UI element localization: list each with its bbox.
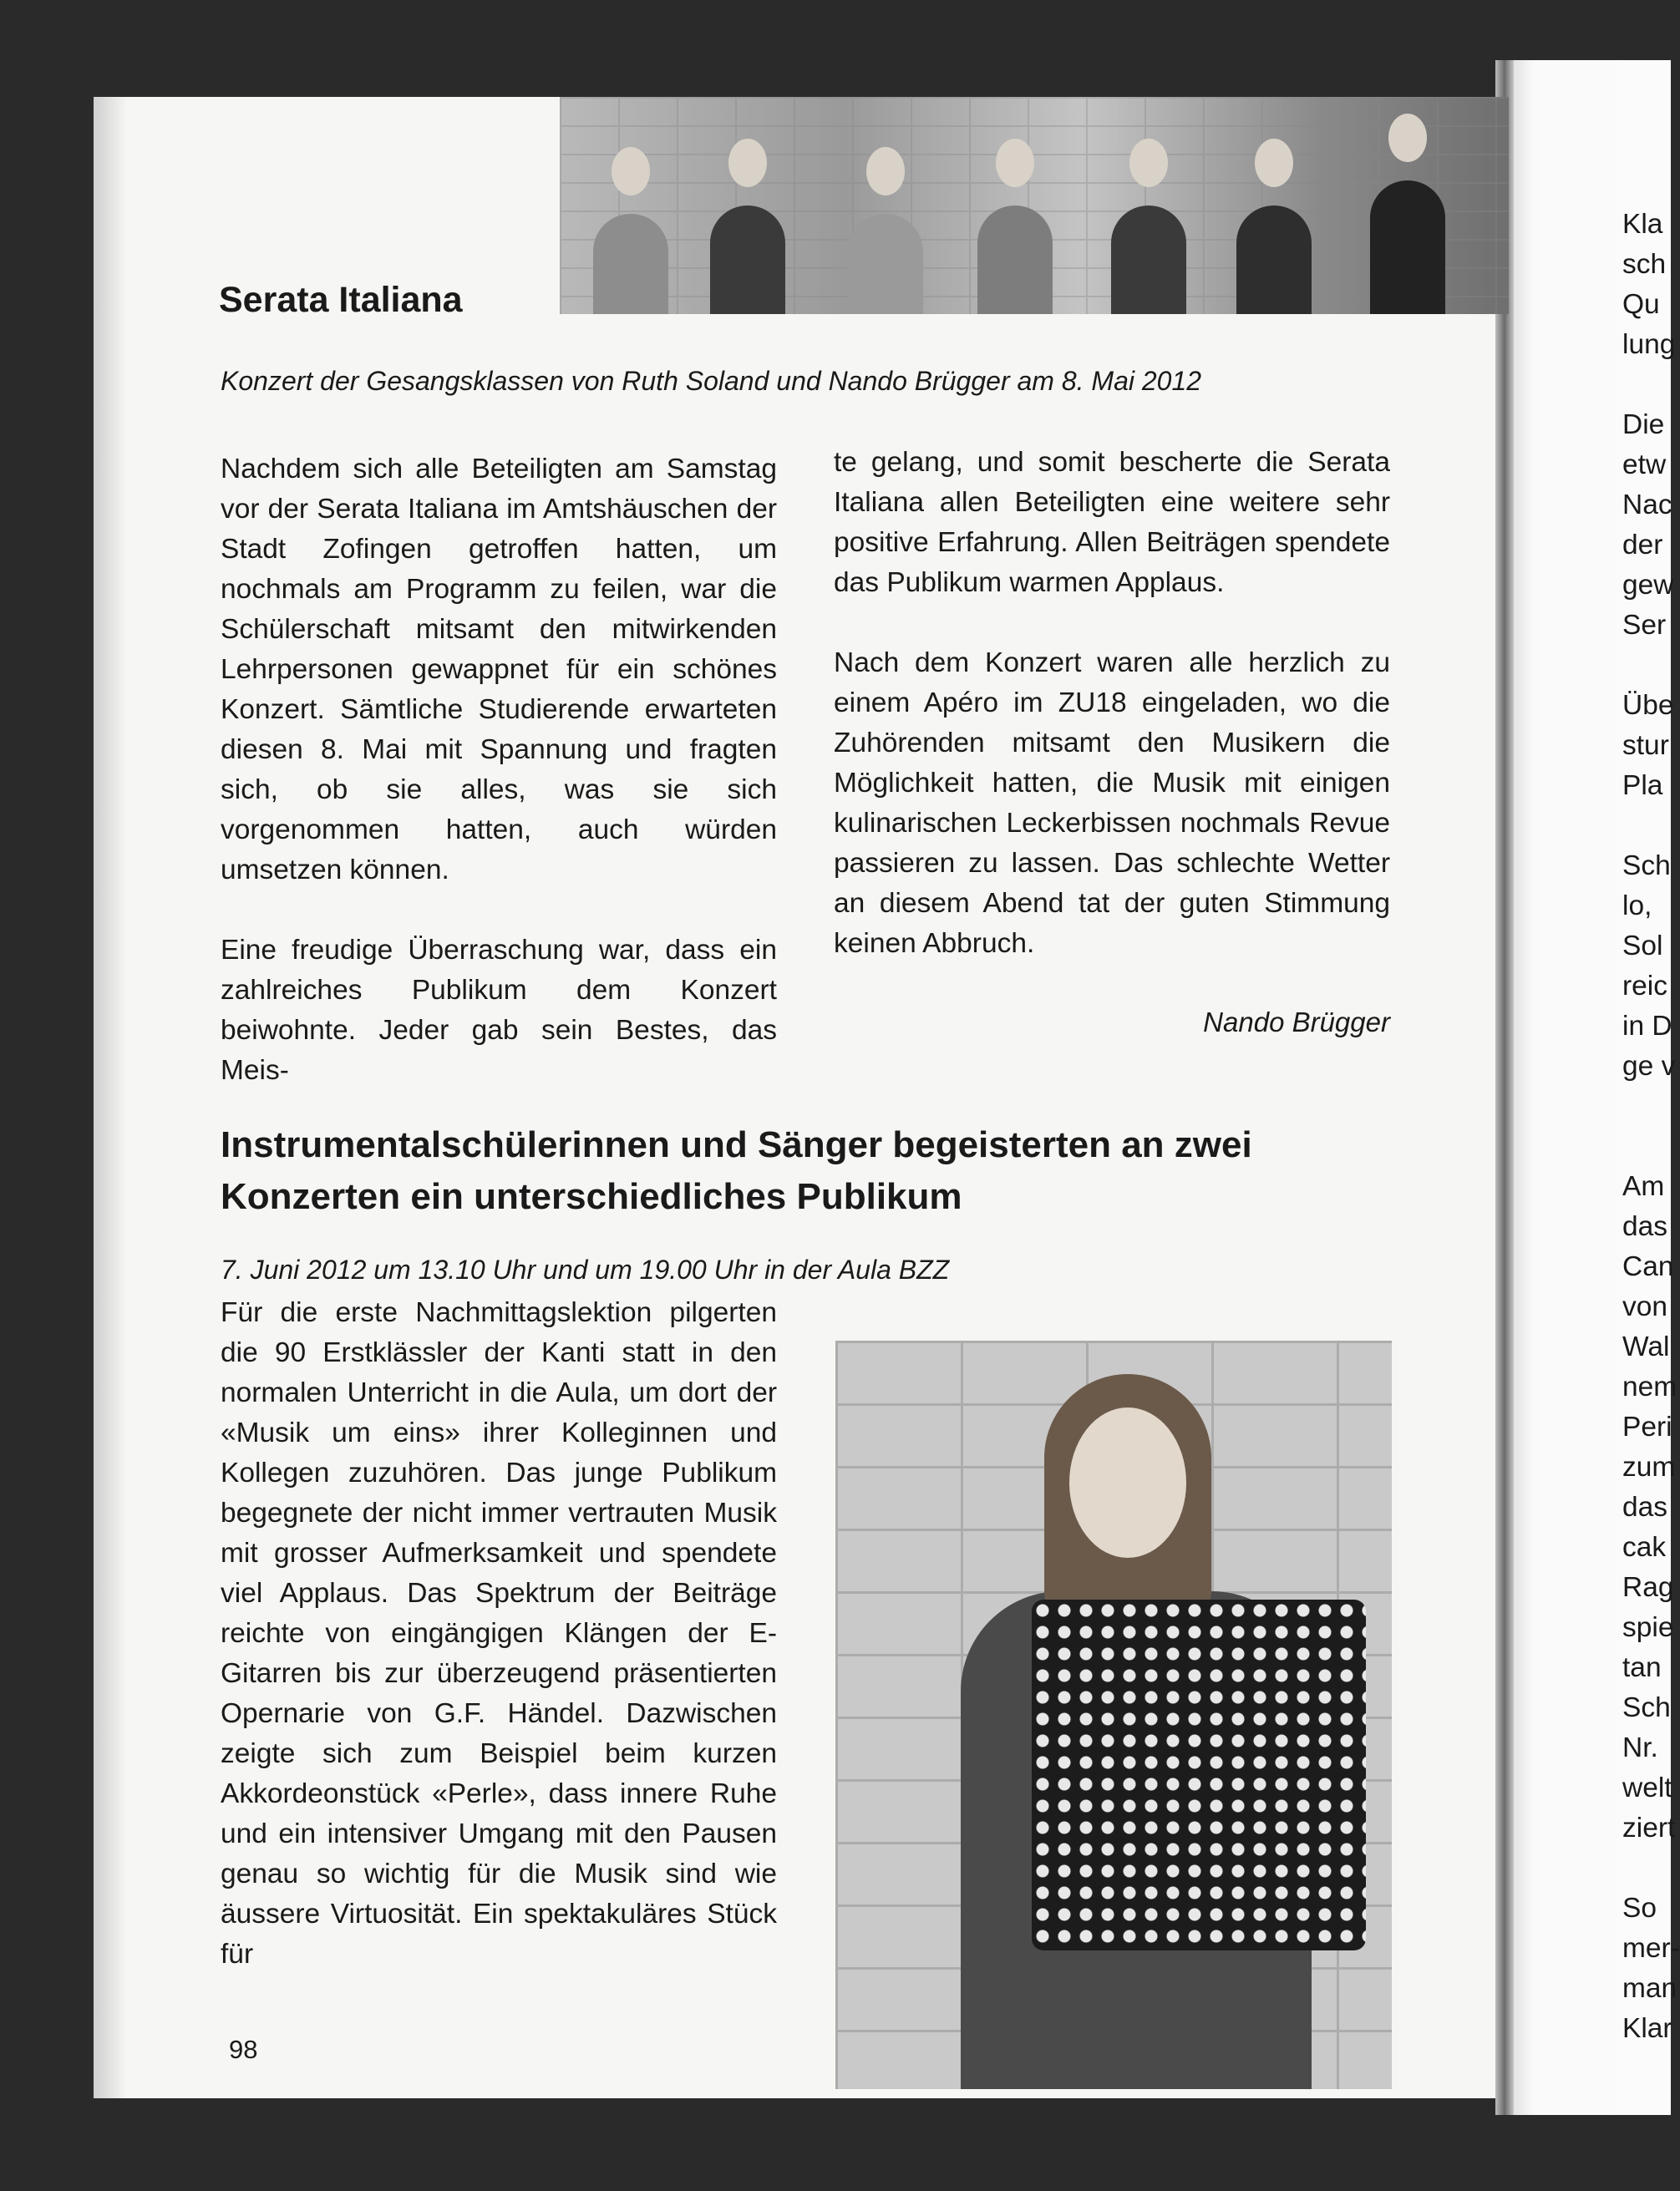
paragraph: Nachdem sich alle Beteiligten am Samstag vor der Serata Italiana im Amtshäuschen der Stadt Zofingen getroffen hatten, um nochmals am Programm zu feilen, war die Schülerschaft mitsamt den mitwirkenden Lehrpersonen gewappnet für ein schönes Konzert. Sämtliche Studierende erwarteten diesen 8. Mai mit Spannung und fragten sich, ob sie alles, was sie sich vorgenommen hatten, auch würden umsetzen können.: [221, 454, 777, 885]
right-page-line: etw: [1622, 449, 1667, 480]
right-page-text: [1622, 205, 1680, 2049]
right-page-line: reic: [1622, 971, 1667, 1002]
right-page-line: [1622, 1849, 1680, 1889]
right-page-line: mer-: [1622, 1933, 1680, 1964]
right-page-line: cak: [1622, 1532, 1667, 1563]
right-page-line: Qu: [1622, 289, 1660, 320]
right-page-line: Übe: [1622, 690, 1674, 721]
serata-column-2: [834, 443, 1390, 964]
page-edge: [94, 97, 127, 2098]
right-page-line: Nr.: [1622, 1732, 1658, 1763]
right-page-line: spie: [1622, 1612, 1674, 1643]
right-page-line: Nac: [1622, 489, 1672, 520]
serata-column-1: [221, 449, 777, 1091]
right-page-line: Wal: [1622, 1331, 1670, 1362]
right-page-line: Kla: [1622, 209, 1663, 240]
right-page-line: Sch: [1622, 1692, 1671, 1723]
right-page-line: ge v: [1622, 1051, 1676, 1082]
paragraph: Eine freudige Überraschung war, dass ein zahlreiches Publikum dem Konzert beiwohnte. Jeder gab sein Bestes, das Meis-: [221, 935, 777, 1086]
article-title-serata: Serata Italiana: [219, 280, 463, 320]
author-name: Nando Brügger: [1203, 1007, 1390, 1037]
right-page-line: gew: [1622, 570, 1674, 601]
right-page-line: [1622, 806, 1680, 846]
right-page-line: [1622, 646, 1680, 686]
right-page-line: So: [1622, 1893, 1657, 1924]
right-page-line: Rag: [1622, 1572, 1674, 1603]
right-page-line: stur: [1622, 730, 1669, 761]
paragraph: Nach dem Konzert waren alle herzlich zu einem Apéro im ZU18 eingeladen, wo die Zuhörenden mitsamt den Musikern die Möglichkeit hatten, die Musik mit einigen kulinarischen Leckerbissen nochmals Revue passieren zu lassen. Das schlechte Wetter an diesem Abend tat der guten Stimmung keinen Abbruch.: [834, 647, 1390, 959]
right-page-line: Die: [1622, 409, 1665, 440]
right-page-line: ziert: [1622, 1813, 1676, 1844]
right-page-line: nem: [1622, 1372, 1677, 1402]
right-page-line: von: [1622, 1291, 1668, 1322]
right-page-line: sch: [1622, 249, 1667, 280]
right-page-line: Sch: [1622, 850, 1671, 881]
right-page-line: lung: [1622, 329, 1676, 360]
choir-photo: [560, 97, 1509, 314]
right-page-line: welt: [1622, 1773, 1672, 1803]
right-page-line: zum: [1622, 1452, 1676, 1483]
right-page-line: Klar: [1622, 2013, 1672, 2044]
right-page-line: das: [1622, 1492, 1668, 1523]
right-page-line: Am: [1622, 1171, 1665, 1202]
paragraph: Für die erste Nachmittagslektion pilgerten die 90 Erstklässler der Kanti statt in den normalen Unterricht in die Aula, um dort der «Musik um eins» ihrer Kolleginnen und Kollegen zuzuhören. Das junge Publikum begegnete der nicht immer vertrauten Musik mit grosser Aufmerksamkeit und spendete viel Applaus. Das Spektrum der Beiträge reichte von eingängigen Klängen der E-Gitarren bis zur überzeugend präsentierten Opernarie von G.F. Händel. Dazwischen zeigte sich zum Beispiel beim kurzen Akkordeonstück «Perle», dass innere Ruhe und ein intensiver Umgang mit den Pausen genau so wichtig für die Musik sind wie äussere Virtuosität. Ein spektakuläres Stück für: [221, 1297, 777, 1970]
right-page-line: Sol: [1622, 931, 1663, 961]
book-gutter: [1495, 60, 1514, 2115]
right-page-line: Ser: [1622, 610, 1667, 641]
instrumental-column-1: [221, 1293, 777, 1975]
right-page-line: Can: [1622, 1251, 1674, 1282]
right-page-line: das: [1622, 1211, 1668, 1242]
right-page-line: Peri: [1622, 1412, 1672, 1443]
right-page-line: tan: [1622, 1652, 1662, 1683]
right-page-line: Pla: [1622, 770, 1663, 801]
right-page-line: [1622, 1087, 1680, 1127]
paragraph: te gelang, und somit bescherte die Serata Italiana allen Beteiligten eine weitere sehr positive Erfahrung. Allen Beiträgen spendete das Publikum warmen Applaus.: [834, 447, 1390, 598]
accordion-player-photo: [835, 1341, 1392, 2089]
article-subtitle-instrumental: 7. Juni 2012 um 13.10 Uhr und um 19.00 Uhr in der Aula BZZ: [221, 1255, 950, 1285]
right-page-line: der: [1622, 530, 1663, 560]
page-number: 98: [229, 2035, 258, 2064]
right-page-line: lo,: [1622, 890, 1652, 921]
right-page-line: [1622, 1127, 1680, 1167]
article-title-instrumental: Instrumentalschülerinnen und Sänger begeisterten an zwei Konzerten ein unterschiedliches Publikum: [221, 1124, 1252, 1217]
right-page-line: [1622, 365, 1680, 405]
right-page-line: man: [1622, 1973, 1677, 2004]
right-page-line: in D: [1622, 1011, 1672, 1042]
article-subtitle-serata: Konzert der Gesangsklassen von Ruth Soland und Nando Brügger am 8. Mai 2012: [221, 366, 1202, 396]
